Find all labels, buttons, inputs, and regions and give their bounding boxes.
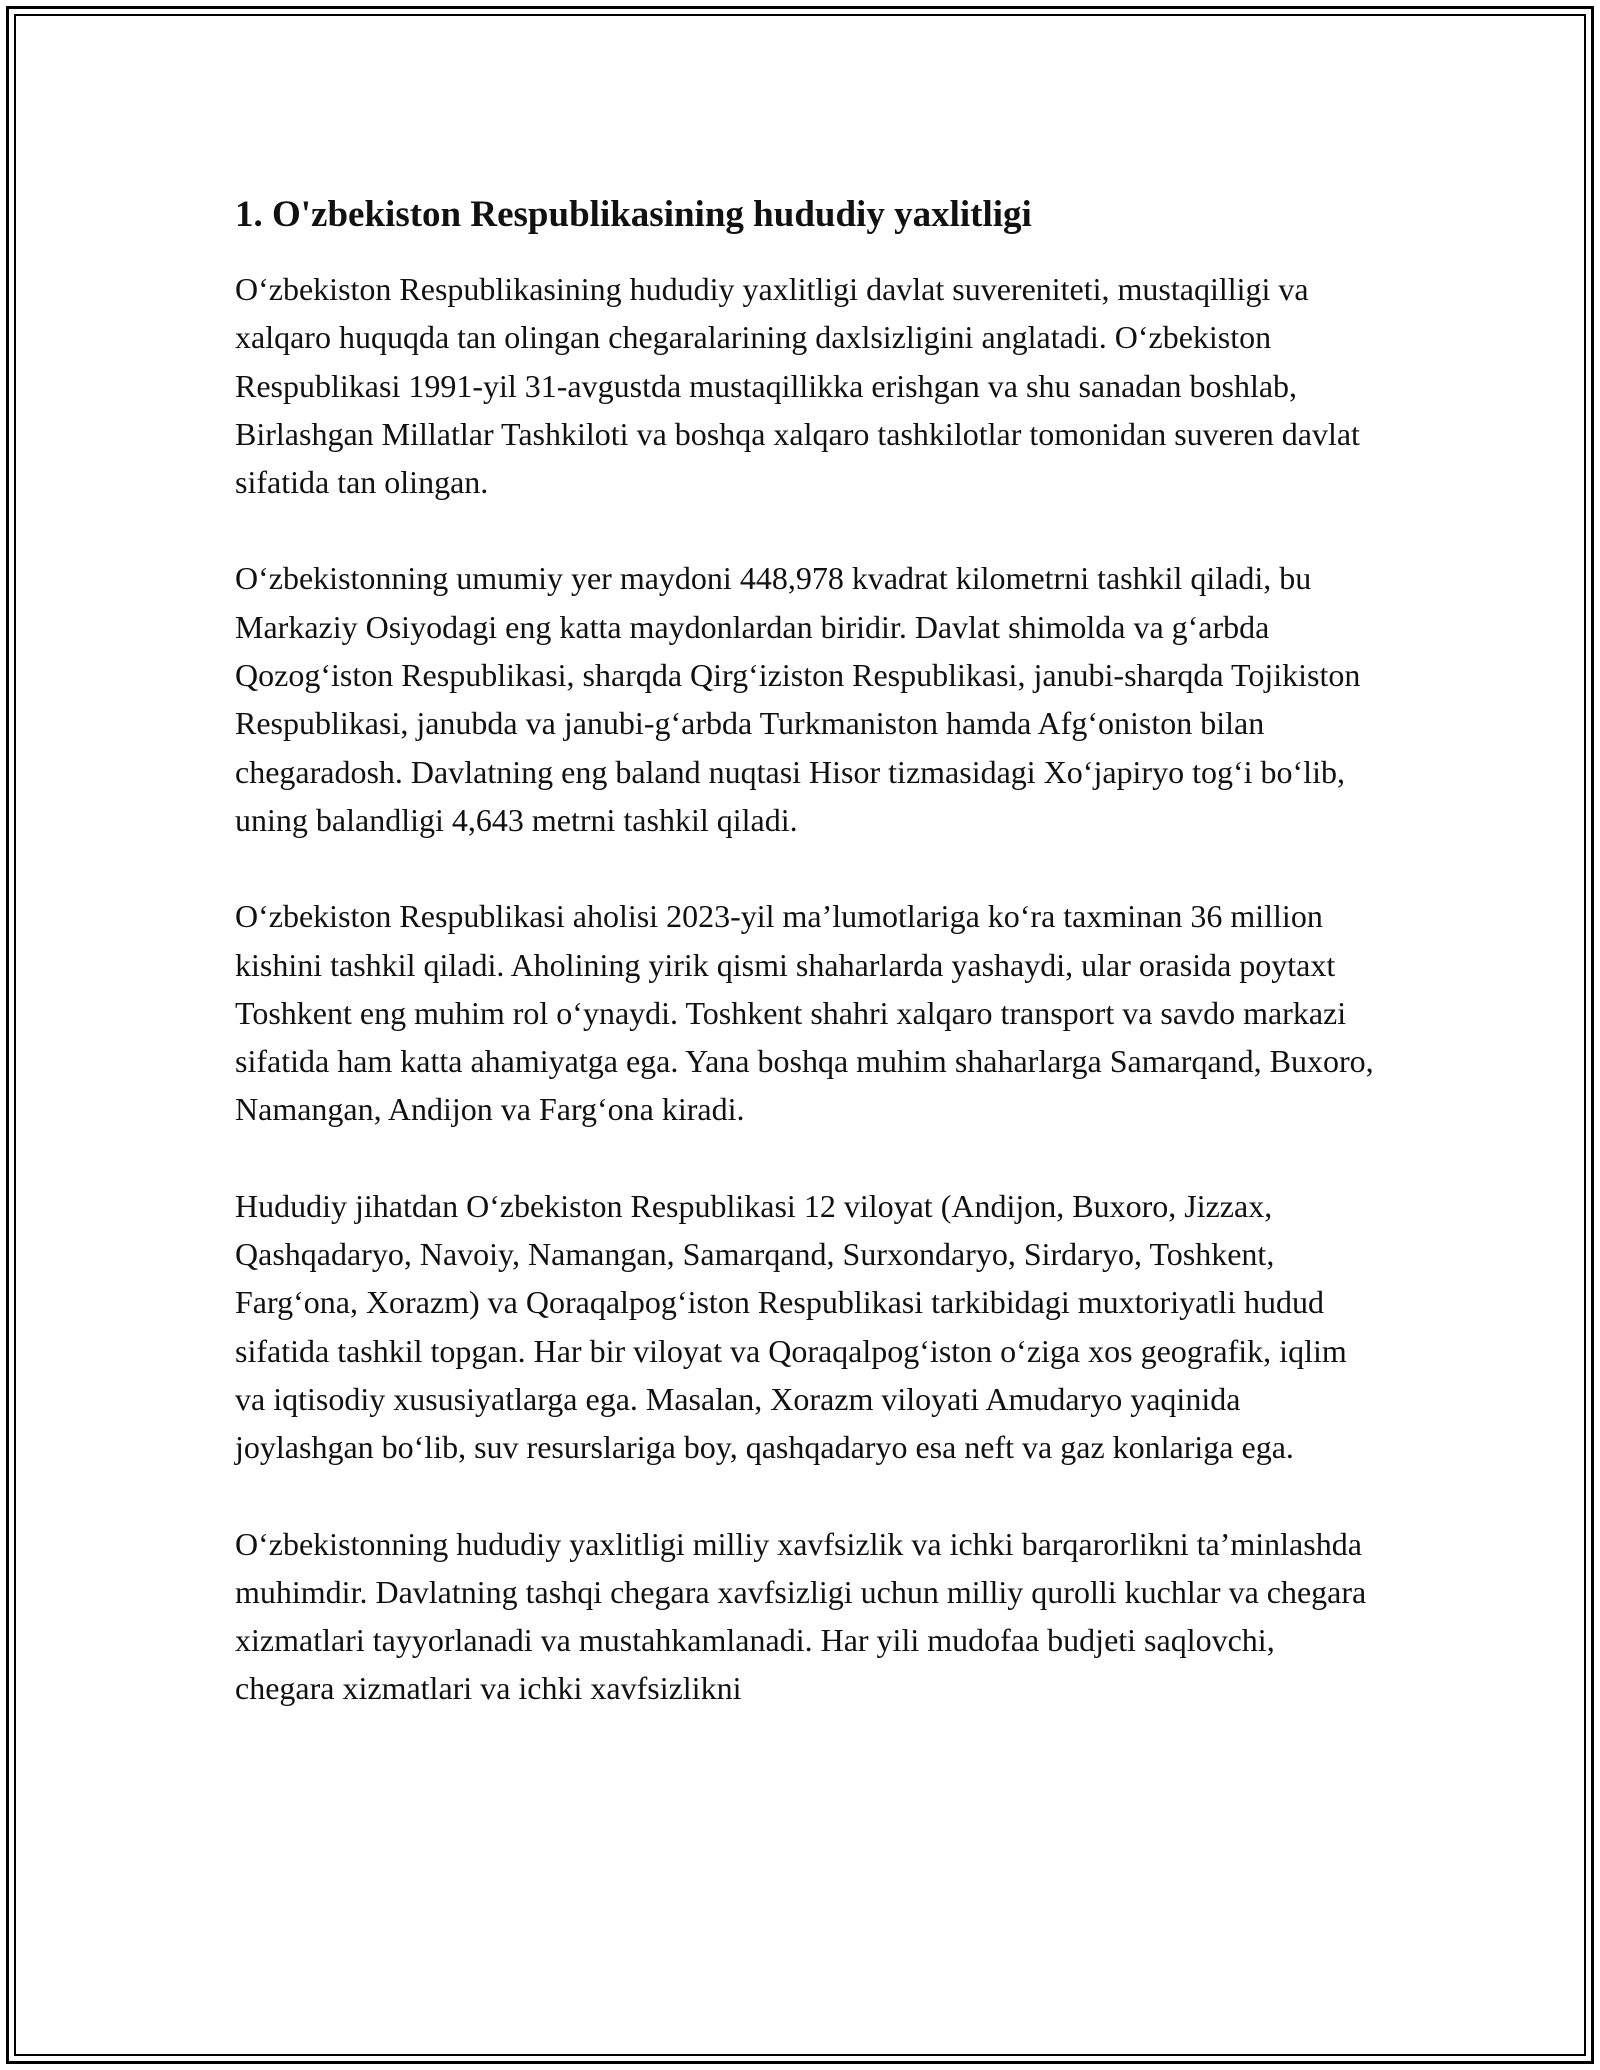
- paragraph-territory-area: O‘zbekistonning umumiy yer maydoni 448,978 kvadrat kilometrni tashkil qiladi, bu Markaziy Osiyodagi eng katta maydonlardan biridir. Davlat shimolda va g‘arbda Qozog‘iston Respublikasi, sharqda Qirg‘iziston Respublikasi, janubi-sharqda Tojikiston Respublikasi, janubda va janubi-g‘arbda Turkmaniston hamda Afg‘oniston bilan chegaradosh. Davlatning eng baland nuqtasi Hisor tizmasidagi Xo‘japiryo tog‘i bo‘lib, uning balandligi 4,643 metrni tashkil qiladi.: [235, 560, 1361, 838]
- paragraph-population: O‘zbekiston Respublikasi aholisi 2023-yil ma’lumotlariga ko‘ra taxminan 36 million kishini tashkil qiladi. Aholining yirik qismi shaharlarda yashaydi, ular orasida poytaxt Toshkent eng muhim rol o‘ynaydi. Toshkent shahri xalqaro transport va savdo markazi sifatida ham katta ahamiyatga ega. Yana boshqa muhim shaharlarga Samarqand, Buxoro, Namangan, Andijon va Farg‘ona kiradi.: [235, 898, 1374, 1128]
- document-body: [235, 187, 1380, 1713]
- paragraph-security: O‘zbekistonning hududiy yaxlitligi milliy xavfsizlik va ichki barqarorlikni ta’minlashda muhimdir. Davlatning tashqi chegara xavfsizligi uchun milliy qurolli kuchlar va chegara xizmatlari tayyorlanadi va mustahkamlanadi. Har yili mudofaa budjeti saqlovchi, chegara xizmatlari va ichki xavfsizlikni: [235, 1525, 1367, 1707]
- section-heading: 1. O'zbekiston Respublikasining hududiy yaxlitligi: [235, 194, 1032, 235]
- paragraph-administrative-division: Hududiy jihatdan O‘zbekiston Respublikasi 12 viloyat (Andijon, Buxoro, Jizzax, Qashqadaryo, Navoiy, Namangan, Samarqand, Surxondaryo, Sirdaryo, Toshkent, Farg‘ona, Xorazm) va Qoraqalpog‘iston Respublikasi tarkibidagi muxtoriyatli hudud sifatida tashkil topgan. Har bir viloyat va Qoraqalpog‘iston o‘ziga xos geografik, iqlim va iqtisodiy xususiyatlarga ega. Masalan, Xorazm viloyati Amudaryo yaqinida joylashgan bo‘lib, suv resurslariga boy, qashqadaryo esa neft va gaz konlariga ega.: [235, 1187, 1347, 1466]
- paragraph-sovereignty: O‘zbekiston Respublikasining hududiy yaxlitligi davlat suvereniteti, mustaqilligi va xalqaro huquqda tan olingan chegaralarining daxlsizligini anglatadi. O‘zbekiston Respublikasi 1991-yil 31-avgustda mustaqillikka erishgan va shu sanadan boshlab, Birlashgan Millatlar Tashkiloti va boshqa xalqaro tashkilotlar tomonidan suveren davlat sifatida tan olingan.: [235, 271, 1360, 501]
